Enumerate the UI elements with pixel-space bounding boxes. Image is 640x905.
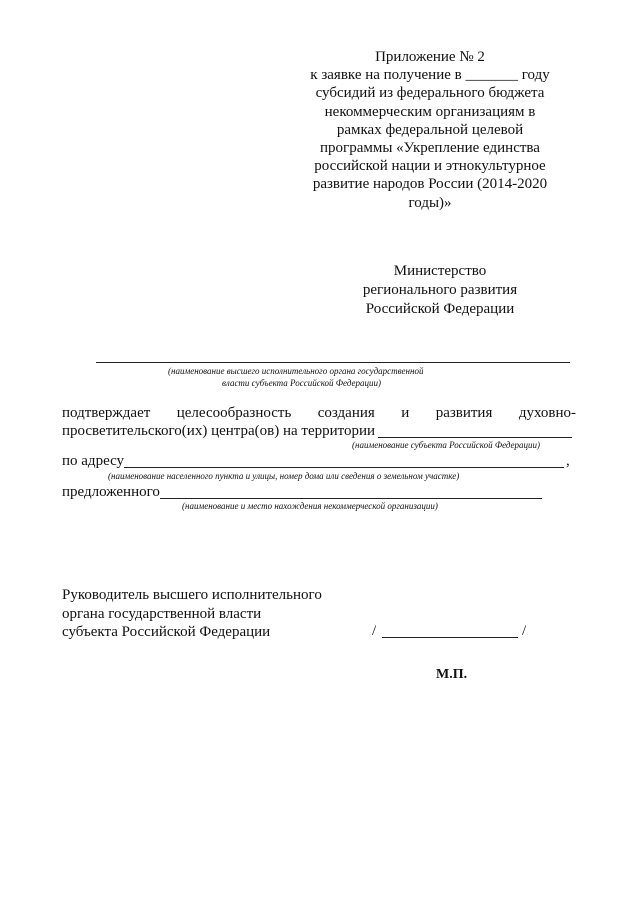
proposed-field[interactable] (160, 498, 542, 499)
territory-text: просветительского(их) центра(ов) на территории (62, 423, 376, 439)
appendix-line: российской нации и этнокультурное (314, 158, 546, 175)
authority-caption-line: власти субъекта Российской Федерации) (222, 378, 381, 388)
appendix-line: некоммерческим организациям в (324, 103, 536, 120)
address-label: по адресу (62, 453, 125, 469)
appendix-line: Приложение № 2 (375, 49, 485, 65)
signature-field[interactable] (382, 637, 518, 638)
appendix-line: годы)» (408, 194, 452, 211)
authority-name-line[interactable] (96, 362, 570, 363)
ministry-addressee (310, 262, 570, 319)
confirm-word: целесообразность (176, 405, 292, 421)
appendix-header (300, 48, 560, 212)
proposed-caption: (наименование и место нахождения некоммерческой организации) (182, 501, 438, 511)
ministry-line: Министерство (393, 263, 487, 279)
appendix-line: к заявке на получение в _______ году (310, 67, 550, 84)
seal-placeholder: М.П. (436, 667, 468, 682)
signer-block (62, 586, 322, 642)
territory-caption: (наименование субъекта Российской Федерации) (352, 440, 541, 450)
address-field[interactable] (124, 467, 564, 468)
signer-line: органа государственной власти (62, 605, 262, 622)
proposed-label: предложенного (62, 484, 160, 500)
authority-caption-line: (наименование высшего исполнительного органа государственной (168, 366, 424, 376)
ministry-line: Российской Федерации (365, 301, 515, 317)
signer-line: Руководитель высшего исполнительного (62, 587, 322, 603)
confirm-word: духовно- (518, 405, 576, 421)
territory-field[interactable] (378, 437, 572, 438)
address-comma: , (566, 453, 570, 469)
ministry-line: регионального развития (362, 282, 518, 298)
confirm-line (62, 405, 576, 422)
confirm-word: подтверждает (62, 405, 151, 421)
appendix-line: рамках федеральной целевой (336, 121, 524, 138)
signer-line: субъекта Российской Федерации (62, 624, 271, 640)
signature-slash-open: / (372, 623, 377, 639)
appendix-line: развитие народов России (2014-2020 (312, 176, 548, 193)
appendix-line: программы «Укрепление единства (320, 140, 540, 157)
signature-slash-close: / (522, 623, 527, 639)
confirm-word: и (401, 405, 410, 421)
confirm-word: создания (317, 405, 375, 421)
appendix-line: субсидий из федерального бюджета (315, 85, 545, 102)
confirm-word: развития (435, 405, 493, 421)
address-caption: (наименование населенного пункта и улицы, номер дома или сведения о земельном участке) (108, 471, 460, 481)
